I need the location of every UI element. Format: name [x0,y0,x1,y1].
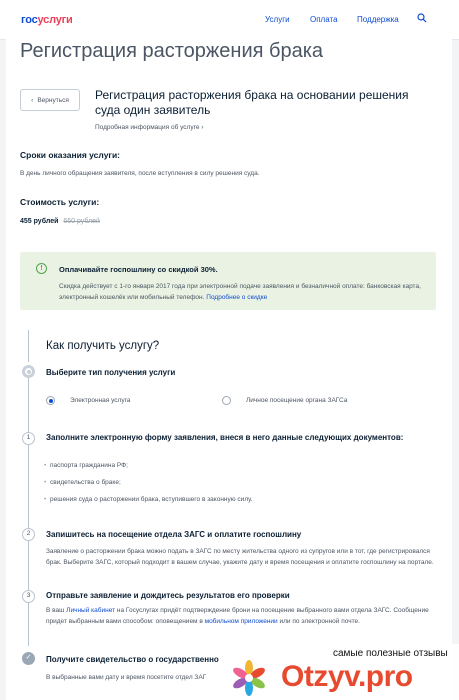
price [20,218,100,225]
discount-banner [20,252,436,310]
search-icon[interactable] [417,13,427,23]
chevron-right-icon: › [201,124,204,131]
step-4-desc: В выбранные вами дату и время посетите отдел ЗАГ [46,674,207,681]
radio-electronic-label[interactable]: Электронная услуга [70,397,131,404]
chevron-left-icon: ‹ [31,96,34,104]
personal-cabinet-link[interactable]: Личный кабинет [66,607,116,614]
step-4-title: Получите свидетельство о государственно [46,655,219,664]
step-3-desc-part: В ваш [46,607,67,614]
step-3-title: Отправьте заявление и дождитесь результатов его проверки [46,591,290,600]
page-title: Регистрация расторжения брака [20,40,324,62]
watermark-tagline: самые полезные отзывы [333,648,448,659]
old-price: 650 рублей [63,218,100,225]
current-price: 455 рублей [20,218,59,225]
logo-part-gos: гос [21,14,38,26]
info-icon: ! [36,263,47,274]
discount-title: Оплачивайте госпошлину со скидкой 30%. [59,265,218,274]
step-1-title: Заполните электронную форму заявления, внеся в него данные следующих документов: [46,433,404,442]
step-marker-choose [22,365,35,378]
document-item: • свидетельства о браке; [50,479,121,486]
more-info-link[interactable] [95,124,203,131]
watermark-logo: Otzyv.pro [281,660,413,693]
step-3-desc-part: или по электронной почте. [277,618,360,625]
step-3-desc-part: на Госуслугах придёт подтверждение брони на посещение выбранного вами отдела ЗАГС. Сообщение придет выбранным вами способом: оповещением в [46,607,429,625]
radio-personal-visit[interactable] [222,396,231,405]
nav-support[interactable]: Поддержка [357,15,399,24]
step-marker-2: 2 [22,528,35,541]
terms-text: В день личного обращения заявителя, после вступления в силу решения суда. [20,170,260,177]
cost-title: Стоимость услуги: [20,197,100,207]
back-button-label: Вернуться [37,96,69,104]
discount-more-link[interactable]: Подробнее о скидке [206,294,268,301]
gosuslugi-logo[interactable] [21,14,73,26]
nav-payment[interactable]: Оплата [310,15,338,24]
document-item: • паспорта гражданина РФ; [50,462,128,469]
document-item: • решения суда о расторжении брака, вступившего в законную силу. [50,496,253,503]
step-2-title: Запишитесь на посещение отдела ЗАГС и оплатите госпошлину [46,530,302,539]
service-title: Регистрация расторжения брака на основании решения суда один заявитель [95,88,409,117]
step-2-desc: Заявление о расторжении брака можно подать в ЗАГС по месту жительства одного из супругов или в тот, где регистрировался брак. Выберите ЗАГС, который подходит в вашем случае, укажите дату и время посещения и оплатите госпошлину на портале. [46,548,434,566]
step-marker-1: 1 [22,432,35,445]
logo-part-uslugi: услуги [37,14,73,26]
more-info-label: Подробная информация об услуге [95,124,200,131]
timeline-line [28,376,29,646]
radio-personal-visit-label[interactable]: Личное посещение органа ЗАГСа [246,397,348,404]
step-choose-title: Выберите тип получения услуги [46,368,176,377]
timeline-line [28,330,29,362]
terms-title: Сроки оказания услуги: [20,150,121,160]
step-marker-3: 3 [22,590,35,603]
discount-text-body: Скидка действует с 1-го января 2017 года при электронной подаче заявления и безналичной оплате: банковская карта, электронный кошелёк или мобильный телефон. [59,283,421,301]
flower-logo-icon [229,658,269,698]
radio-electronic[interactable] [46,396,55,405]
back-button[interactable] [20,89,80,111]
nav-services[interactable]: Услуги [265,15,290,24]
discount-text [59,281,429,303]
how-to-title: Как получить услугу? [46,340,160,352]
step-3-desc [46,605,441,627]
mobile-app-link[interactable]: мобильном приложении [204,618,278,625]
checkmark-icon: ✓ [22,652,35,665]
